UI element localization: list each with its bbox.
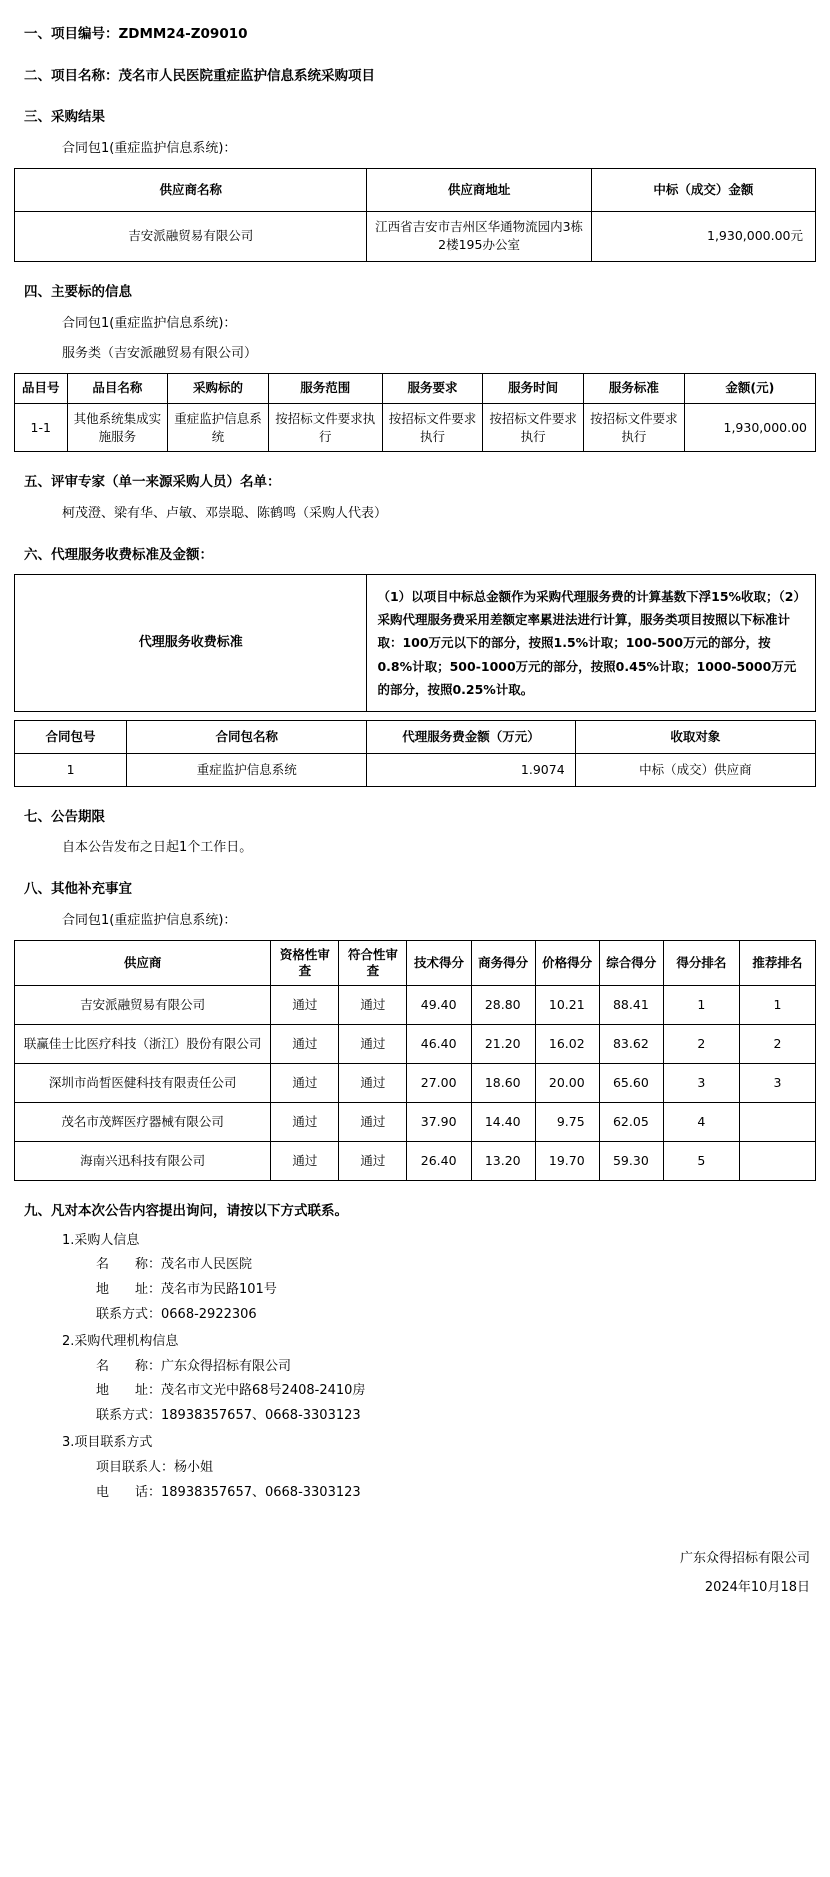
cell-qualification: 通过 (271, 1064, 339, 1103)
cell-total-score: 83.62 (599, 1025, 663, 1064)
cell-recommend-rank (739, 1142, 815, 1181)
col-supplier: 供应商 (15, 940, 271, 986)
project-contact-person: 项目联系人：杨小姐 (96, 1459, 214, 1475)
cell-fee-payer: 中标（成交）供应商 (575, 753, 815, 786)
col-package-name: 合同包名称 (127, 720, 367, 753)
cell-recommend-rank: 1 (739, 986, 815, 1025)
cell-compliance: 通过 (339, 1025, 407, 1064)
table-header-row (15, 168, 816, 211)
col-recommend-rank: 推荐排名 (739, 940, 815, 986)
result-table (14, 168, 816, 263)
cell-supplier-address: 江西省吉安市吉州区华通物流园内3栋2楼195办公室 (367, 211, 591, 262)
table-row (15, 211, 816, 262)
announcement-period-body: 自本公告发布之日起1个工作日。 (62, 840, 253, 856)
table-header-row (15, 720, 816, 753)
cell-score-rank: 2 (663, 1025, 739, 1064)
cell-supplier: 吉安派融贸易有限公司 (15, 986, 271, 1025)
table-header-row (15, 940, 816, 986)
section-project-name: 二、项目名称：茂名市人民医院重症监护信息系统采购项目 (24, 67, 375, 84)
cell-score-rank: 5 (663, 1142, 739, 1181)
result-package-label: 合同包1(重症监护信息系统)： (62, 140, 237, 156)
cell-fee-standard-label: 代理服务收费标准 (15, 575, 367, 712)
score-package-label: 合同包1(重症监护信息系统)： (62, 912, 237, 928)
cell-business-score: 13.20 (471, 1142, 535, 1181)
cell-service-requirement: 按招标文件要求执行 (382, 404, 483, 452)
table-row (15, 1025, 816, 1064)
purchaser-contact: 联系方式：0668-2922306 (96, 1307, 257, 1323)
cell-procurement-target: 重症监护信息系统 (168, 404, 269, 452)
col-service-requirement: 服务要求 (382, 374, 483, 404)
cell-recommend-rank (739, 1103, 815, 1142)
cell-compliance: 通过 (339, 1064, 407, 1103)
cell-supplier: 茂名市茂辉医疗器械有限公司 (15, 1103, 271, 1142)
cell-supplier: 联赢佳士比医疗科技（浙江）股份有限公司 (15, 1025, 271, 1064)
table-row (15, 1142, 816, 1181)
cell-supplier: 海南兴迅科技有限公司 (15, 1142, 271, 1181)
cell-price-score: 19.70 (535, 1142, 599, 1181)
score-table (14, 940, 816, 1182)
cell-qualification: 通过 (271, 1103, 339, 1142)
table-header-row (15, 374, 816, 404)
purchaser-info-title: 1.采购人信息 (62, 1232, 140, 1248)
cell-score-rank: 1 (663, 986, 739, 1025)
document-footer (14, 1549, 816, 1599)
agency-contact: 联系方式：18938357657、0668-3303123 (96, 1408, 361, 1424)
cell-total-score: 62.05 (599, 1103, 663, 1142)
cell-recommend-rank: 2 (739, 1025, 815, 1064)
project-contact-phone: 电 话：18938357657、0668-3303123 (96, 1484, 361, 1500)
col-item-name: 品目名称 (67, 374, 168, 404)
purchaser-address: 地 址：茂名市为民路101号 (96, 1282, 277, 1298)
cell-package-no: 1 (15, 753, 127, 786)
col-fee-payer: 收取对象 (575, 720, 815, 753)
cell-item-no: 1-1 (15, 404, 68, 452)
cell-compliance: 通过 (339, 1103, 407, 1142)
col-technical-score: 技术得分 (407, 940, 471, 986)
col-qualification-review: 资格性审查 (271, 940, 339, 986)
project-contact-title: 3.项目联系方式 (62, 1435, 153, 1450)
section-review-experts: 五、评审专家（单一来源采购人员）名单： (24, 474, 281, 491)
col-total-score: 综合得分 (599, 940, 663, 986)
cell-total-score: 88.41 (599, 986, 663, 1025)
col-item-amount: 金额(元) (684, 374, 815, 404)
col-business-score: 商务得分 (471, 940, 535, 986)
agency-info-title: 2.采购代理机构信息 (62, 1333, 179, 1349)
cell-fee-amount: 1.9074 (367, 753, 575, 786)
col-compliance-review: 符合性审查 (339, 940, 407, 986)
agency-fee-standard-table (14, 574, 816, 712)
section-main-item-info: 四、主要标的信息 (24, 284, 132, 301)
cell-score-rank: 4 (663, 1103, 739, 1142)
col-price-score: 价格得分 (535, 940, 599, 986)
section-project-number: 一、项目编号：ZDMM24-Z09010 (24, 26, 248, 42)
agency-fee-amount-table (14, 720, 816, 787)
cell-supplier-name: 吉安派融贸易有限公司 (15, 211, 367, 262)
table-row (15, 1103, 816, 1142)
cell-total-score: 59.30 (599, 1142, 663, 1181)
cell-service-scope: 按招标文件要求执行 (268, 404, 382, 452)
col-service-scope: 服务范围 (268, 374, 382, 404)
cell-total-score: 65.60 (599, 1064, 663, 1103)
cell-price-score: 10.21 (535, 986, 599, 1025)
contact-list (62, 1231, 816, 1504)
cell-technical-score: 27.00 (407, 1064, 471, 1103)
section-other-matters: 八、其他补充事宜 (24, 881, 132, 898)
table-row (15, 575, 816, 712)
cell-fee-standard-text: （1）以项目中标总金额作为采购代理服务费的计算基数下浮15%收取；（2）采购代理服务费采用差额定率累进法进行计算，服务类项目按照以下标准计取：100万元以下的部分，按照1.5%计取；100-500万元的部分，按0.8%计取；500-1000万元的部分，按照0.45%计取；1000-5000万元的部分，按照0.25%计取。 (367, 575, 816, 712)
section-procurement-result: 三、采购结果 (24, 109, 105, 126)
col-score-rank: 得分排名 (663, 940, 739, 986)
cell-service-time: 按招标文件要求执行 (483, 404, 584, 452)
cell-price-score: 16.02 (535, 1025, 599, 1064)
cell-price-score: 20.00 (535, 1064, 599, 1103)
cell-compliance: 通过 (339, 986, 407, 1025)
review-experts-list: 柯茂澄、梁有华、卢敏、邓崇聪、陈鹤鸣（采购人代表） (62, 505, 388, 521)
table-row (15, 404, 816, 452)
cell-business-score: 21.20 (471, 1025, 535, 1064)
cell-business-score: 28.80 (471, 986, 535, 1025)
col-service-standard: 服务标准 (583, 374, 684, 404)
item-package-label: 合同包1(重症监护信息系统)： (62, 315, 237, 331)
col-fee-amount: 代理服务费金额（万元） (367, 720, 575, 753)
cell-supplier: 深圳市尚皙医健科技有限责任公司 (15, 1064, 271, 1103)
section-agency-fee: 六、代理服务收费标准及金额： (24, 546, 213, 563)
cell-price-score: 9.75 (535, 1103, 599, 1142)
col-service-time: 服务时间 (483, 374, 584, 404)
cell-qualification: 通过 (271, 1025, 339, 1064)
agency-name: 名 称：广东众得招标有限公司 (96, 1358, 292, 1374)
cell-technical-score: 26.40 (407, 1142, 471, 1181)
cell-item-amount: 1,930,000.00 (684, 404, 815, 452)
section-announcement-period: 七、公告期限 (24, 808, 105, 825)
col-package-no: 合同包号 (15, 720, 127, 753)
col-supplier-name: 供应商名称 (15, 168, 367, 211)
col-item-no: 品目号 (15, 374, 68, 404)
footer-date: 2024年10月18日 (704, 1580, 810, 1596)
table-row (15, 753, 816, 786)
cell-recommend-rank: 3 (739, 1064, 815, 1103)
cell-technical-score: 37.90 (407, 1103, 471, 1142)
cell-qualification: 通过 (271, 986, 339, 1025)
item-table (14, 373, 816, 452)
purchaser-name: 名 称：茂名市人民医院 (96, 1257, 253, 1273)
cell-compliance: 通过 (339, 1142, 407, 1181)
col-supplier-address: 供应商地址 (367, 168, 591, 211)
section-contact: 九、凡对本次公告内容提出询问，请按以下方式联系。 (24, 1203, 348, 1220)
cell-score-rank: 3 (663, 1064, 739, 1103)
col-procurement-target: 采购标的 (168, 374, 269, 404)
cell-award-amount: 1,930,000.00元 (591, 211, 815, 262)
col-award-amount: 中标（成交）金额 (591, 168, 815, 211)
footer-organization: 广东众得招标有限公司 (679, 1551, 810, 1567)
cell-service-standard: 按招标文件要求执行 (583, 404, 684, 452)
cell-technical-score: 46.40 (407, 1025, 471, 1064)
cell-item-name: 其他系统集成实施服务 (67, 404, 168, 452)
item-service-type-label: 服务类（吉安派融贸易有限公司） (62, 346, 258, 362)
cell-business-score: 14.40 (471, 1103, 535, 1142)
cell-package-name: 重症监护信息系统 (127, 753, 367, 786)
table-row (15, 986, 816, 1025)
agency-address: 地 址：茂名市文光中路68号2408-2410房 (96, 1383, 366, 1399)
cell-technical-score: 49.40 (407, 986, 471, 1025)
cell-qualification: 通过 (271, 1142, 339, 1181)
cell-business-score: 18.60 (471, 1064, 535, 1103)
table-row (15, 1064, 816, 1103)
